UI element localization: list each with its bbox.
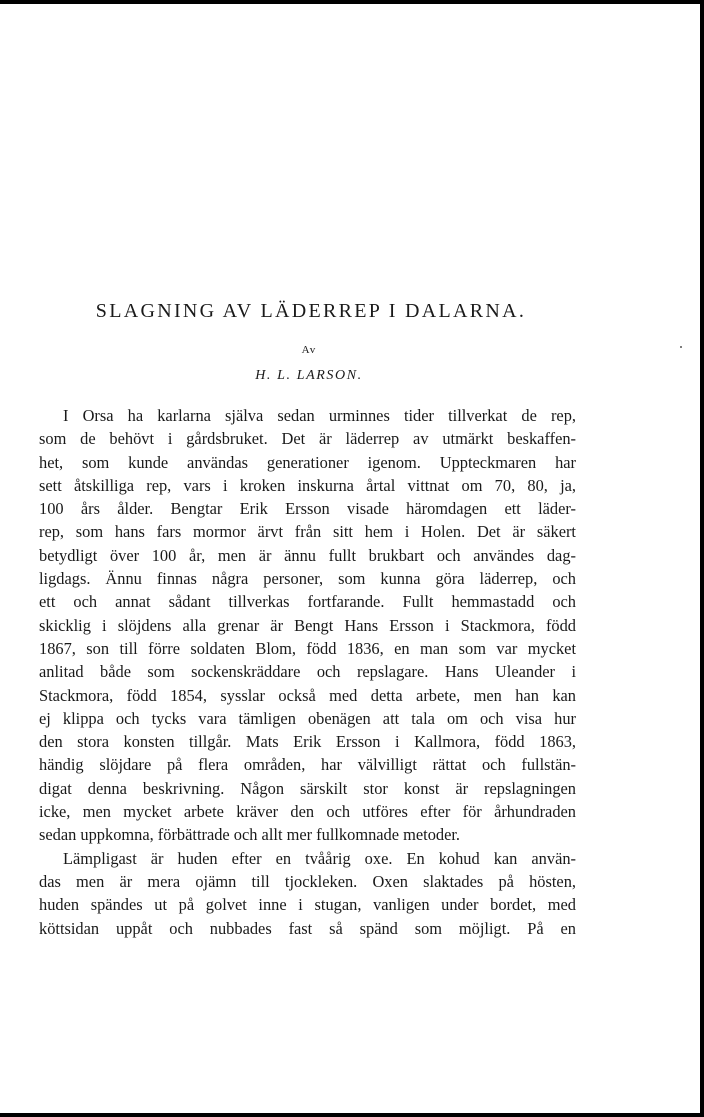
text-line: ej klippa och tycks vara tämligen obenägen att tala om och visa hur xyxy=(39,708,576,728)
text-line: ett och annat sådant tillverkas fortfarande. Fullt hemmastadd och xyxy=(39,592,576,612)
article-title xyxy=(0,300,622,323)
text-line: sett åtskilliga rep, vars i kroken inskurna årtal vittnat om 70, 80, ja, xyxy=(39,475,576,495)
text-line: ligdags. Ännu finnas några personer, som kunna göra läderrep, och xyxy=(39,569,576,589)
text-line: skicklig i slöjdens alla grenar är Bengt Hans Ersson i Stackmora, född xyxy=(39,615,576,635)
paragraph-1 xyxy=(39,404,576,847)
text-line: köttsidan uppåt och nubbades fast så spänd som möjligt. På en xyxy=(39,918,576,938)
top-border xyxy=(0,0,704,4)
article-title-text: SLAGNING AV LÄDERREP I DALARNA. xyxy=(95,300,527,322)
article-body xyxy=(39,404,576,940)
paragraph-2 xyxy=(39,847,576,940)
text-line: das men är mera ojämn till tjockleken. Oxen slaktades på hösten, xyxy=(39,871,576,891)
text-line: som de behövt i gårdsbruket. Det är läderrep av utmärkt beskaffen- xyxy=(39,429,576,449)
text-line: het, som kunde användas generationer igenom. Uppteckmaren har xyxy=(39,452,576,472)
text-line: Lämpligast är huden efter en tvåårig oxe. En kohud kan använ- xyxy=(63,848,576,868)
text-line: betydligt över 100 år, men är ännu fullt brukbart och användes dag- xyxy=(39,545,576,565)
text-line: digat denna beskrivning. Någon särskilt stor konst är repslagningen xyxy=(39,778,576,798)
bottom-border xyxy=(0,1113,704,1117)
text-line: händig slöjdare på flera områden, har välvilligt rättat och fullstän- xyxy=(39,755,576,775)
text-line: Stackmora, född 1854, sysslar också med detta arbete, men han kan xyxy=(39,685,576,705)
text-line: anlitad både som sockenskräddare och repslagare. Hans Uleander i xyxy=(39,662,576,682)
text-line: sedan uppkomna, förbättrade och allt mer fullkomnade metoder. xyxy=(39,825,461,845)
text-line: huden spändes ut på golvet inne i stugan, vanligen under bordet, med xyxy=(39,895,576,915)
text-line: 100 års ålder. Bengtar Erik Ersson visade häromdagen ett läder- xyxy=(39,499,576,519)
author-name: H. L. LARSON. xyxy=(255,368,363,383)
byline-prefix: Av xyxy=(301,344,317,356)
text-line: 1867, son till förre soldaten Blom, född 1836, en man som var mycket xyxy=(39,638,576,658)
text-line: I Orsa ha karlarna själva sedan urminnes tider tillverkat de rep, xyxy=(63,406,576,425)
text-line: rep, som hans fars mormor ärvt från sitt hem i Holen. Det är säkert xyxy=(39,522,576,542)
right-border xyxy=(700,0,704,1117)
scan-speck xyxy=(680,346,682,348)
text-line: icke, men mycket arbete kräver den och utföres efter för århundraden xyxy=(39,802,576,822)
text-line: den stora konsten tillgår. Mats Erik Ersson i Kallmora, född 1863, xyxy=(39,732,576,752)
